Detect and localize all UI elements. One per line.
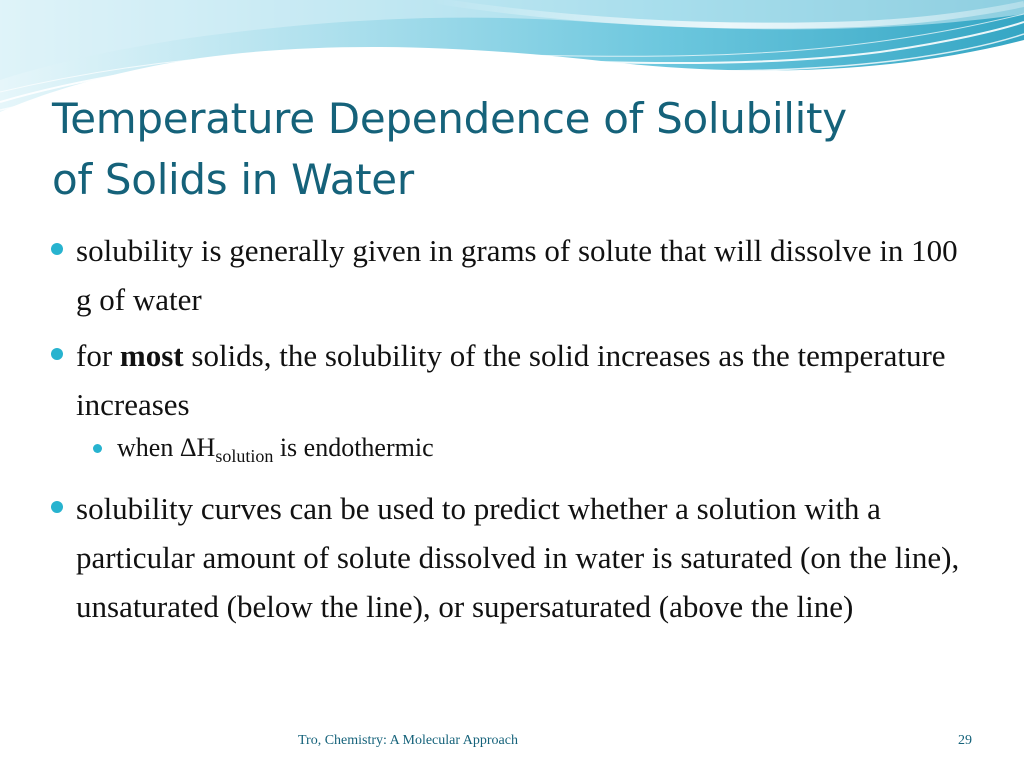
bullet-item-1 [76,226,976,324]
slide-title-line-1: Temperature Dependence of Solubility [52,94,847,143]
footer-source: Tro, Chemistry: A Molecular Approach [298,733,518,748]
sub-bullet-prefix: when ΔH [117,433,216,462]
slide-title-line-2: of Solids in Water [52,155,414,204]
sub-bullet-rest: is endothermic [273,433,434,462]
sub-bullet-subscript: solution [215,446,274,466]
bullet-item-2 [76,331,976,429]
bullet-text-2-prefix: for [76,338,120,373]
slide-number: 29 [958,733,972,748]
bullet-item-3 [76,484,976,631]
bullet-text-2-rest: solids, the solubility of the solid increases as the temperature increases [76,338,946,422]
bullet-dot-icon [51,501,63,513]
bullet-dot-icon [51,243,63,255]
bullet-dot-icon [51,348,63,360]
sub-bullet-item [117,430,977,474]
bullet-list [0,226,1024,638]
bullet-text-1: solubility is generally given in grams of solute that will dissolve in 100 g of water [76,233,958,317]
slide-title [52,88,992,210]
bullet-text-2-bold: most [119,338,184,373]
bullet-text-3: solubility curves can be used to predict whether a solution with a particular amount of solute dissolved in water is saturated (on the line), unsaturated (below the line), or supersaturated (above the line) [76,491,960,624]
sub-bullet-dot-icon [93,444,102,453]
